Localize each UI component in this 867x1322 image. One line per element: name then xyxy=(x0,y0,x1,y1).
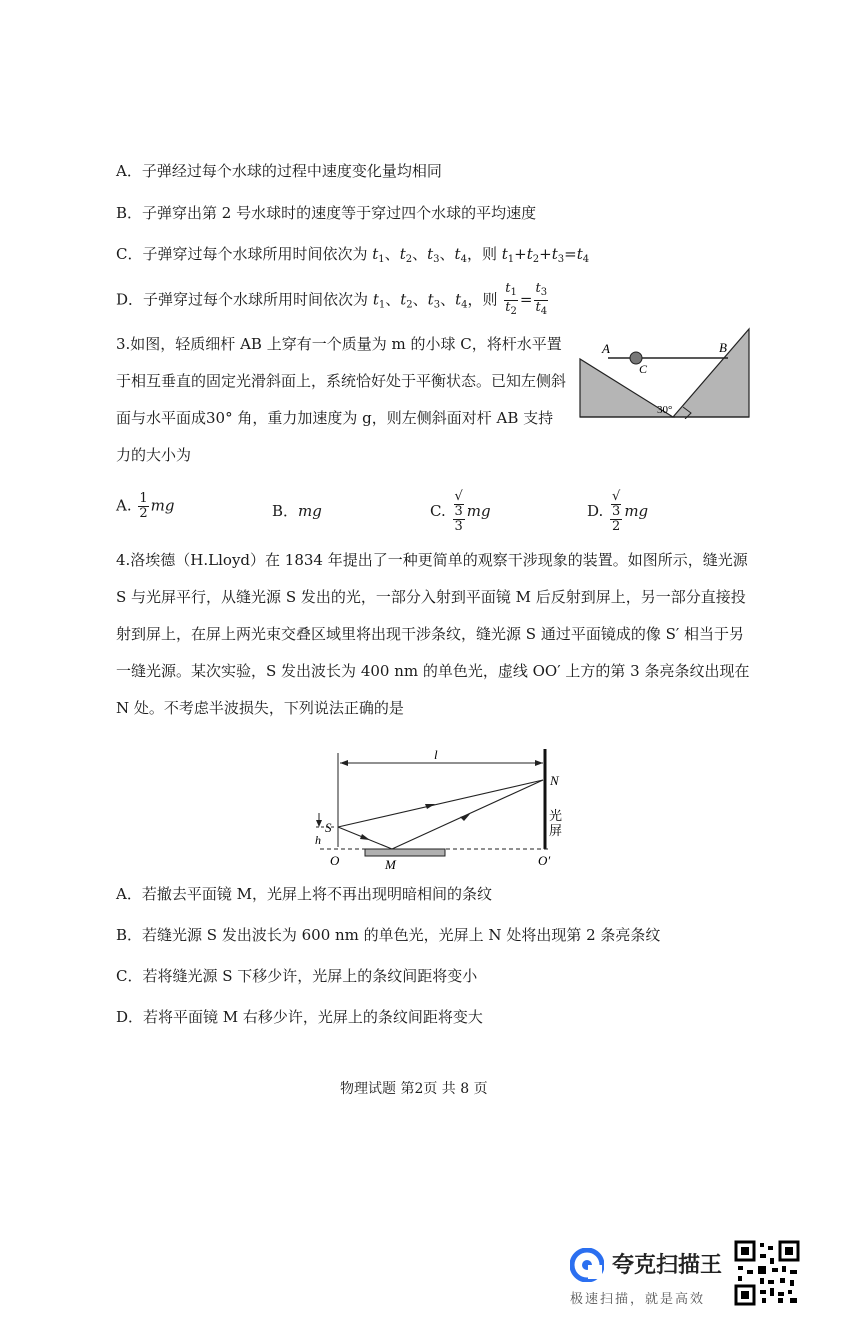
fraction-one-half: $\frac{1}{2}$ xyxy=(139,491,148,521)
fraction-t1-t2: $\frac{t_1}{t_2}$ xyxy=(505,281,517,317)
q4-label-h: h xyxy=(315,833,321,847)
scanner-logo-icon xyxy=(570,1248,604,1282)
q3-angle-label: 30° xyxy=(657,404,673,416)
q2-option-b: B．子弹穿出第 2 号水球时的速度等于穿过四个水球的平均速度 xyxy=(116,204,537,222)
fraction-t3-t4: $\frac{t_3}{t_4}$ xyxy=(535,281,548,317)
scanner-slogan: 极速扫描，就是高效 xyxy=(570,1292,706,1307)
q3-label-a: A xyxy=(602,341,610,356)
q2-option-a: A．子弹经过每个水球的过程中速度变化量均相同 xyxy=(116,162,442,180)
q4-screen-label-2: 屏 xyxy=(549,824,563,839)
q2-option-c: C．子弹穿过每个水球所用时间依次为 $t_1$、$t_2$、$t_3$、$t_4$，则 $t_1+t_2+t_3=t_4$ xyxy=(116,245,590,265)
fraction-root3-over-3: √ 3 3 xyxy=(454,489,463,534)
q2-option-d: D．子弹穿过每个水球所用时间依次为 $t_1$、$t_2$、$t_3$、$t_4$，则 $\frac{t_1}{t_2}$ = $\frac{t_3}{t_4}$ xyxy=(116,281,548,317)
q3-incline-figure xyxy=(578,325,752,419)
q4-label-n: N xyxy=(550,773,559,788)
q4-option-b: B．若缝光源 S 发出波长为 600 nm 的单色光，光屏上 N 处将出现第 2 条亮条纹 xyxy=(116,926,661,944)
page-footer: 物理试题 第2页 共 8 页 xyxy=(340,1081,488,1097)
q3-label-b: B xyxy=(719,340,727,355)
q3-option-b: B．mg xyxy=(272,502,322,520)
scanner-brand-name: 夸克扫描王 xyxy=(612,1253,723,1278)
q4-label-o: O xyxy=(330,853,340,868)
q4-label-l: l xyxy=(434,747,438,762)
fraction-root3-over-2: √ 3 2 xyxy=(612,489,621,534)
q4-option-c: C．若将缝光源 S 下移少许，光屏上的条纹间距将变小 xyxy=(116,967,478,985)
qr-code-icon xyxy=(734,1240,800,1306)
q3-option-a: A. $\frac{1}{2}$ mg xyxy=(116,491,175,521)
q3-option-d: D. √ 3 2 mg xyxy=(587,489,649,534)
q4-label-m: M xyxy=(385,857,396,872)
q4-lloyd-mirror-figure xyxy=(300,745,590,873)
q4-label-o-prime: O′ xyxy=(538,853,551,868)
q3-stem: 3.如图，轻质细杆 AB 上穿有一个质量为 m 的小球 C，将杆水平置于相互垂直的固定光滑斜面上，系统恰好处于平衡状态。已知左侧斜面与水平面成30° 角，重力加速度为 g，则左侧斜面对杆 AB 支持力的大小为 xyxy=(116,335,567,464)
q3-option-c: C. √ 3 3 mg xyxy=(430,489,491,534)
scanner-watermark xyxy=(568,1240,808,1310)
q4-label-s: S xyxy=(325,820,332,835)
q4-stem: 4.洛埃德（H.Lloyd）在 1834 年提出了一种更简单的观察干涉现象的装置。如图所示，缝光源 S 与光屏平行，从缝光源 S 发出的光，一部分入射到平面镜 M 后反射到屏上，另一部分直接投射到屏上，在屏上两光束交叠区域里将出现干涉条纹，缝光源 S 通过平面镜成的像 S′ 相当于另一缝光源。某次实验，S 发出波长为 400 nm 的单色光，虚线 OO′ 上方的第 3 条亮条纹出现在 N 处。不考虑半波损失，下列说法正确的是 xyxy=(116,551,750,717)
q3-label-c: C xyxy=(639,362,648,376)
q4-option-d: D．若将平面镜 M 右移少许，光屏上的条纹间距将变大 xyxy=(116,1008,483,1026)
q4-screen-label-1: 光 xyxy=(549,809,563,824)
q4-option-a: A．若撤去平面镜 M，光屏上将不再出现明暗相间的条纹 xyxy=(116,885,492,903)
